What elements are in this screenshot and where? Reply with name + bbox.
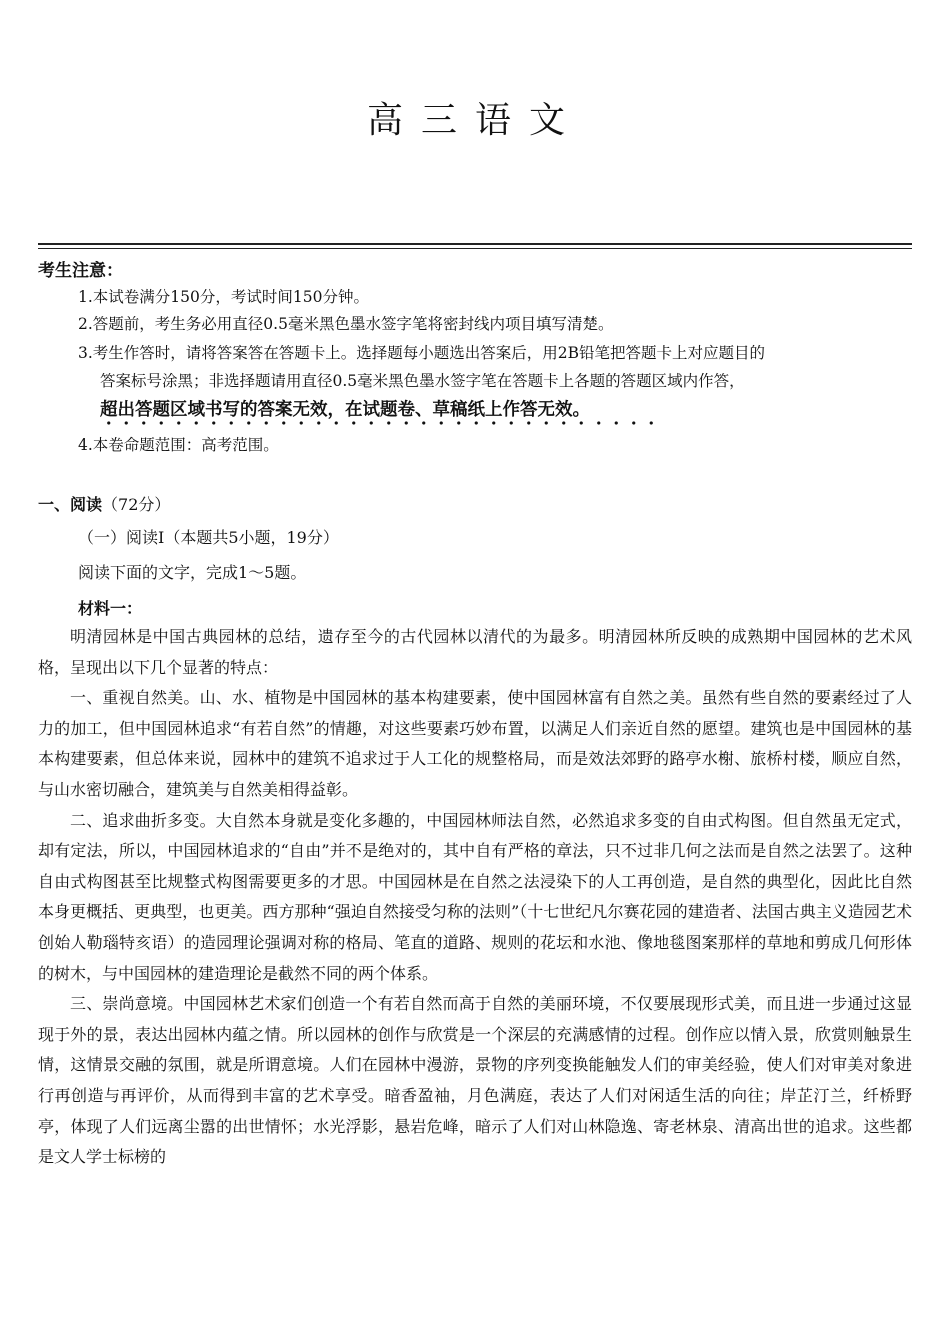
passage-body: [38, 622, 912, 1173]
section-heading: [38, 492, 170, 515]
page-title: 高三语文: [366, 100, 583, 141]
header-divider-thin: [38, 248, 912, 249]
notice-item-1: 1.本试卷满分150分，考试时间150分钟。: [78, 288, 369, 306]
notice-item-3-continued: 答案标号涂黑；非选择题请用直径0.5毫米黑色墨水签字笔在答题卡上各题的答题区域内作答，: [100, 372, 745, 390]
material-label: 材料一：: [78, 599, 143, 618]
header-divider-thick: [38, 243, 912, 245]
passage-paragraph: 一、重视自然美。山、水、植物是中国园林的基本构建要素，使中国园林富有自然之美。虽然有些自然的要素经过了人力的加工，但中国园林追求“有若自然”的情趣，对这些要素巧妙布置，以满足人们亲近自然的愿望。建筑也是中国园林的基本构建要素，但总体来说，园林中的建筑不追求过于人工化的规整格局，而是效法郊野的路亭水榭、旅桥村楼，顺应自然，与山水密切融合，建筑美与自然美相得益彰。: [38, 688, 912, 799]
notice-item-4: 4.本卷命题范围：高考范围。: [78, 436, 279, 454]
sub-heading: （一）阅读Ⅰ（本题共5小题，19分）: [78, 528, 339, 547]
section-heading-label: 一、阅读: [38, 495, 103, 514]
notice-heading: 考生注意：: [38, 261, 123, 281]
notice-emphasis: 超出答题区域书写的答案无效，在试题卷、草稿纸上作答无效。: [100, 400, 590, 420]
passage-paragraph: 三、崇尚意境。中国园林艺术家们创造一个有若自然而高于自然的美丽环境，不仅要展现形式美，而且进一步通过这显现于外的景，表达出园林内蕴之情。所以园林的创作与欣赏是一个深层的充满感情的过程。创作应以情入景，欣赏则触景生情，这情景交融的氛围，就是所谓意境。人们在园林中漫游，景物的序列变换能触发人们的审美经验，使人们对审美对象进行再创造与再评价，从而得到丰富的艺术享受。暗香盈袖，月色满庭，表达了人们对闲适生活的向往；岸芷汀兰，纤桥野亭，体现了人们远离尘嚣的出世情怀；水光浮影，悬岩危峰，暗示了人们对山林隐逸、寄老林泉、清高出世的追求。这些都是文人学士标榜的: [38, 994, 912, 1167]
instruction: 阅读下面的文字，完成1～5题。: [78, 563, 307, 582]
emphasis-dots: [100, 420, 660, 426]
passage-paragraph: 二、追求曲折多变。大自然本身就是变化多趣的，中国园林师法自然，必然追求多变的自由式构图。但自然虽无定式，却有定法，所以，中国园林追求的“自由”并不是绝对的，其中自有严格的章法，只不过非几何之法而是自然之法罢了。这种自由式构图甚至比规整式构图需要更多的才思。中国园林是在自然之法浸染下的人工再创造，是自然的典型化，因此比自然本身更概括、更典型，也更美。西方那种“强迫自然接受匀称的法则”（十七世纪凡尔赛花园的建造者、法国古典主义造园艺术创始人勒瑙特亥语）的造园理论强调对称的格局、笔直的道路、规则的花坛和水池、像地毯图案那样的草地和剪成几何形体的树木，与中国园林的建造理论是截然不同的两个体系。: [38, 810, 912, 983]
notice-item-3: 3.考生作答时，请将答案答在答题卡上。选择题每小题选出答案后，用2B铅笔把答题卡上对应题目的: [78, 344, 766, 362]
passage-paragraph: 明清园林是中国古典园林的总结，遗存至今的古代园林以清代的为最多。明清园林所反映的成熟期中国园林的艺术风格，呈现出以下几个显著的特点：: [38, 627, 912, 677]
section-heading-score: （72分）: [102, 495, 171, 514]
notice-item-2: 2.答题前，考生务必用直径0.5毫米黑色墨水签字笔将密封线内项目填写清楚。: [78, 315, 614, 333]
